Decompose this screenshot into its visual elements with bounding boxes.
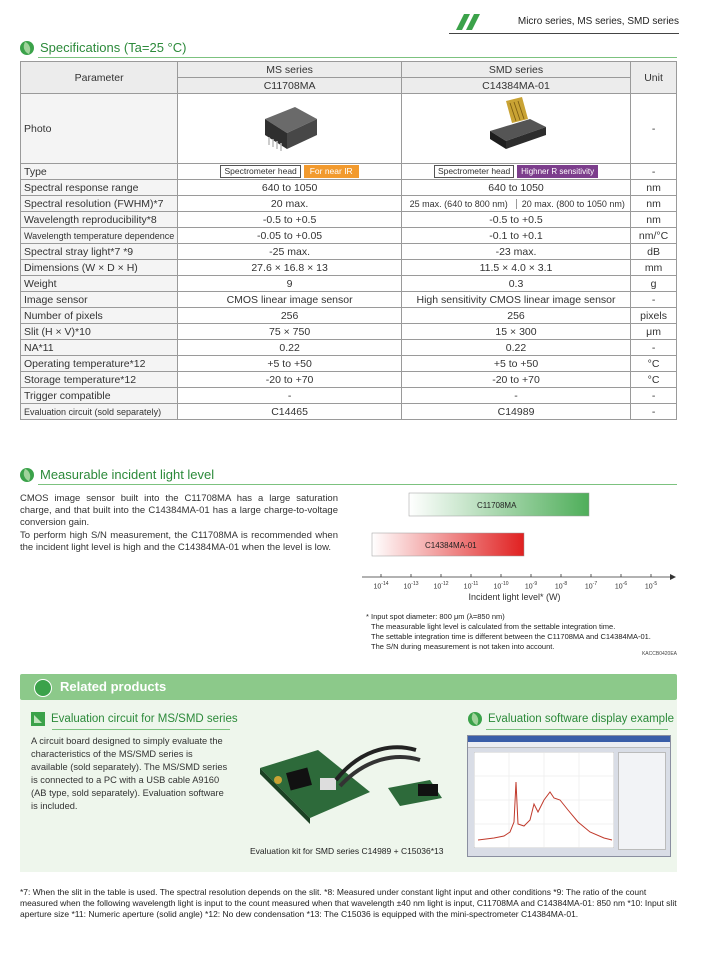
row-label: Spectral resolution (FWHM)*7	[21, 196, 178, 212]
row-unit: g	[631, 276, 677, 292]
table-row	[21, 388, 677, 404]
eval-circuit-rule	[52, 729, 230, 730]
smd-value: -20 to +70	[401, 372, 630, 388]
smd-type-cell	[401, 164, 630, 180]
leaf-icon	[20, 41, 34, 55]
x-tick-label: $10^{-11}$	[463, 581, 479, 591]
row-unit: °C	[631, 372, 677, 388]
smd-photo	[401, 94, 630, 164]
col-unit: Unit	[631, 62, 677, 94]
measurable-text-1: CMOS image sensor built into the C11708MA has a large saturation charge, and that built into the C14384MA-01 has a large charge-to-voltage conversion gain.	[20, 493, 338, 528]
x-tick-label: $10^{-6}$	[614, 581, 628, 591]
figure-code: KACCB0420EA	[641, 651, 677, 657]
ms-value: +5 to +50	[178, 356, 402, 372]
header-rule	[449, 33, 679, 34]
c14384ma-bar-label: C14384MA-01	[425, 541, 477, 550]
row-unit: -	[631, 164, 677, 180]
row-unit: mm	[631, 260, 677, 276]
chart-note: * Input spot diameter: 800 μm (λ=850 nm)	[366, 612, 505, 621]
row-label: Image sensor	[21, 292, 178, 308]
ms-value: -	[178, 388, 402, 404]
smd-module-image	[476, 97, 556, 157]
ms-value: C14465	[178, 404, 402, 420]
specs-rule	[38, 57, 677, 58]
table-row	[21, 372, 677, 388]
row-label: Spectral stray light*7 *9	[21, 244, 178, 260]
table-row	[21, 228, 677, 244]
x-tick-label: $10^{-12}$	[433, 581, 449, 591]
row-unit: pixels	[631, 308, 677, 324]
row-label: Photo	[21, 94, 178, 164]
col-ms-model: C11708MA	[178, 78, 402, 94]
row-unit: nm	[631, 196, 677, 212]
eval-software-heading	[468, 712, 674, 726]
eval-circuit-heading	[31, 712, 238, 726]
x-tick-label: $10^{-5}$	[644, 581, 658, 591]
smd-value: C14989	[401, 404, 630, 420]
x-axis-label: Incident light level* (W)	[468, 592, 561, 602]
smd-value-b: 20 max. (800 to 1050 nm)	[521, 198, 625, 209]
software-toolbar	[468, 742, 670, 748]
row-label: Wavelength temperature dependence	[21, 228, 178, 244]
smd-type-badge: Highner R sensitivity	[517, 165, 598, 178]
table-row	[21, 356, 677, 372]
row-unit: nm/°C	[631, 228, 677, 244]
smd-value: High sensitivity CMOS linear image sensor	[401, 292, 630, 308]
row-label: Spectral response range	[21, 180, 178, 196]
leaf-icon	[20, 468, 34, 482]
leaf-icon	[34, 679, 52, 697]
table-row	[21, 180, 677, 196]
measurable-heading	[20, 467, 214, 482]
row-unit: -	[631, 292, 677, 308]
ms-value: 9	[178, 276, 402, 292]
row-label: Type	[21, 164, 178, 180]
eval-software-rule	[486, 729, 668, 730]
table-row	[21, 404, 677, 420]
x-tick-label: $10^{-13}$	[403, 581, 419, 591]
eval-software-title: Evaluation software display example	[488, 713, 675, 725]
ms-value: CMOS linear image sensor	[178, 292, 402, 308]
smd-value: 0.22	[401, 340, 630, 356]
table-row	[21, 324, 677, 340]
x-tick-label: $10^{-14}$	[373, 581, 389, 591]
ms-value: 75 × 750	[178, 324, 402, 340]
smd-value: 256	[401, 308, 630, 324]
row-unit: -	[631, 388, 677, 404]
specs-title: Specifications (Ta=25 °C)	[40, 40, 187, 55]
row-label: Weight	[21, 276, 178, 292]
table-row-photo	[21, 94, 677, 164]
eval-circuit-title: Evaluation circuit for MS/SMD series	[51, 713, 238, 725]
chart-note: The S/N during measurement is not taken into account.	[371, 642, 555, 651]
smd-value: -	[401, 388, 630, 404]
col-smd-model: C14384MA-01	[401, 78, 630, 94]
ms-value: -0.05 to +0.05	[178, 228, 402, 244]
smd-value: +5 to +50	[401, 356, 630, 372]
ms-value: 256	[178, 308, 402, 324]
table-row-type	[21, 164, 677, 180]
col-smd-series: SMD series	[401, 62, 630, 78]
row-label: Trigger compatible	[21, 388, 178, 404]
ms-type-tag: Spectrometer head	[220, 165, 300, 178]
row-label: Wavelength reproducibility*8	[21, 212, 178, 228]
ms-value: 0.22	[178, 340, 402, 356]
smd-value: 15 × 300	[401, 324, 630, 340]
row-label: Dimensions (W × D × H)	[21, 260, 178, 276]
row-unit: -	[631, 404, 677, 420]
row-unit: -	[631, 94, 677, 164]
smd-type-tag: Spectrometer head	[434, 165, 514, 178]
smd-value: 640 to 1050	[401, 180, 630, 196]
row-label: Slit (H × V)*10	[21, 324, 178, 340]
measurable-text-2: To perform high S/N measurement, the C11708MA is recommended when the incident light level is high and the C14384MA-01 when the level is low.	[20, 530, 338, 553]
related-title: Related products	[60, 679, 167, 694]
ms-value: 20 max.	[178, 196, 402, 212]
chart-notes	[366, 612, 676, 652]
x-tick-label: $10^{-7}$	[584, 581, 598, 591]
x-tick-label: $10^{-10}$	[493, 581, 509, 591]
smd-value: -0.5 to +0.5	[401, 212, 630, 228]
row-unit: °C	[631, 356, 677, 372]
software-screenshot	[467, 735, 671, 857]
table-row	[21, 276, 677, 292]
table-row-resolution	[21, 196, 677, 212]
smd-value: 0.3	[401, 276, 630, 292]
square-icon	[31, 712, 45, 726]
table-row	[21, 340, 677, 356]
software-side-panel	[618, 752, 666, 850]
ms-value: 640 to 1050	[178, 180, 402, 196]
row-label: Storage temperature*12	[21, 372, 178, 388]
ms-value: -25 max.	[178, 244, 402, 260]
chart-note: The settable integration time is different between the C11708MA and C14384MA-01.	[371, 632, 651, 641]
table-row	[21, 292, 677, 308]
x-axis-arrow	[670, 574, 676, 580]
footnotes: *7: When the slit in the table is used. The spectral resolution depends on the slit. *8: Measured under constant light input and other conditions *9: The ratio of the count measured when the following wavelength light is input to the count measured when that wavelength ±40 nm light is input, C11708MA and C14384MA-01: 850 nm *10: Input slit aperture size *11: Numeric aperture (solid angle) *12: No dew condensation *13: The C15036 is equipped with the mini-spectrometer C14384MA-01.	[20, 887, 677, 919]
specs-heading	[20, 40, 186, 55]
x-tick-label: $10^{-9}$	[524, 581, 538, 591]
eval-kit-photo	[248, 732, 448, 844]
eval-kit-caption: Evaluation kit for SMD series C14989 + C15036*13	[250, 846, 444, 856]
leaf-icon	[468, 712, 482, 726]
smd-value: -0.1 to +0.1	[401, 228, 630, 244]
measurable-title: Measurable incident light level	[40, 467, 215, 482]
specs-table	[20, 61, 677, 420]
smd-split-cell	[401, 196, 630, 212]
row-label: Number of pixels	[21, 308, 178, 324]
ms-module-image	[255, 97, 325, 157]
ms-value: -20 to +70	[178, 372, 402, 388]
ms-value: 27.6 × 16.8 × 13	[178, 260, 402, 276]
ms-photo	[178, 94, 402, 164]
table-row	[21, 212, 677, 228]
eval-circuit-text: A circuit board designed to simply evaluate the characteristics of the MS/SMD series is available (sold separately). The MS/SMD series is connected to a PC with a USB cable A9160 (AB type, sold separately). Evaluation software is included.	[31, 736, 228, 811]
col-ms-series: MS series	[178, 62, 402, 78]
col-parameter: Parameter	[21, 62, 178, 94]
row-unit: -	[631, 340, 677, 356]
table-row	[21, 308, 677, 324]
smd-value-a: 25 max. (640 to 800 nm)	[402, 199, 517, 209]
row-label: NA*11	[21, 340, 178, 356]
eval-kit-image	[248, 732, 448, 844]
c11708ma-bar-label: C11708MA	[477, 501, 517, 510]
row-unit: nm	[631, 212, 677, 228]
ms-value: -0.5 to +0.5	[178, 212, 402, 228]
ms-type-cell	[178, 164, 402, 180]
row-label: Evaluation circuit (sold separately)	[21, 404, 178, 420]
smd-value: -23 max.	[401, 244, 630, 260]
row-unit: nm	[631, 180, 677, 196]
software-spectrum-plot	[474, 752, 614, 848]
smd-value: 11.5 × 4.0 × 3.1	[401, 260, 630, 276]
measurable-rule	[38, 484, 677, 485]
row-unit: μm	[631, 324, 677, 340]
x-ticks	[381, 574, 651, 577]
related-band	[20, 674, 677, 700]
row-unit: dB	[631, 244, 677, 260]
x-tick-label: $10^{-8}$	[554, 581, 568, 591]
row-label: Operating temperature*12	[21, 356, 178, 372]
ms-type-badge: For near IR	[304, 165, 359, 178]
header-title: Micro series, MS series, SMD series	[517, 16, 679, 27]
chart-note: The measurable light level is calculated from the settable integration time.	[371, 622, 616, 631]
table-row	[21, 244, 677, 260]
table-row	[21, 260, 677, 276]
header-logo-mark	[448, 14, 482, 30]
